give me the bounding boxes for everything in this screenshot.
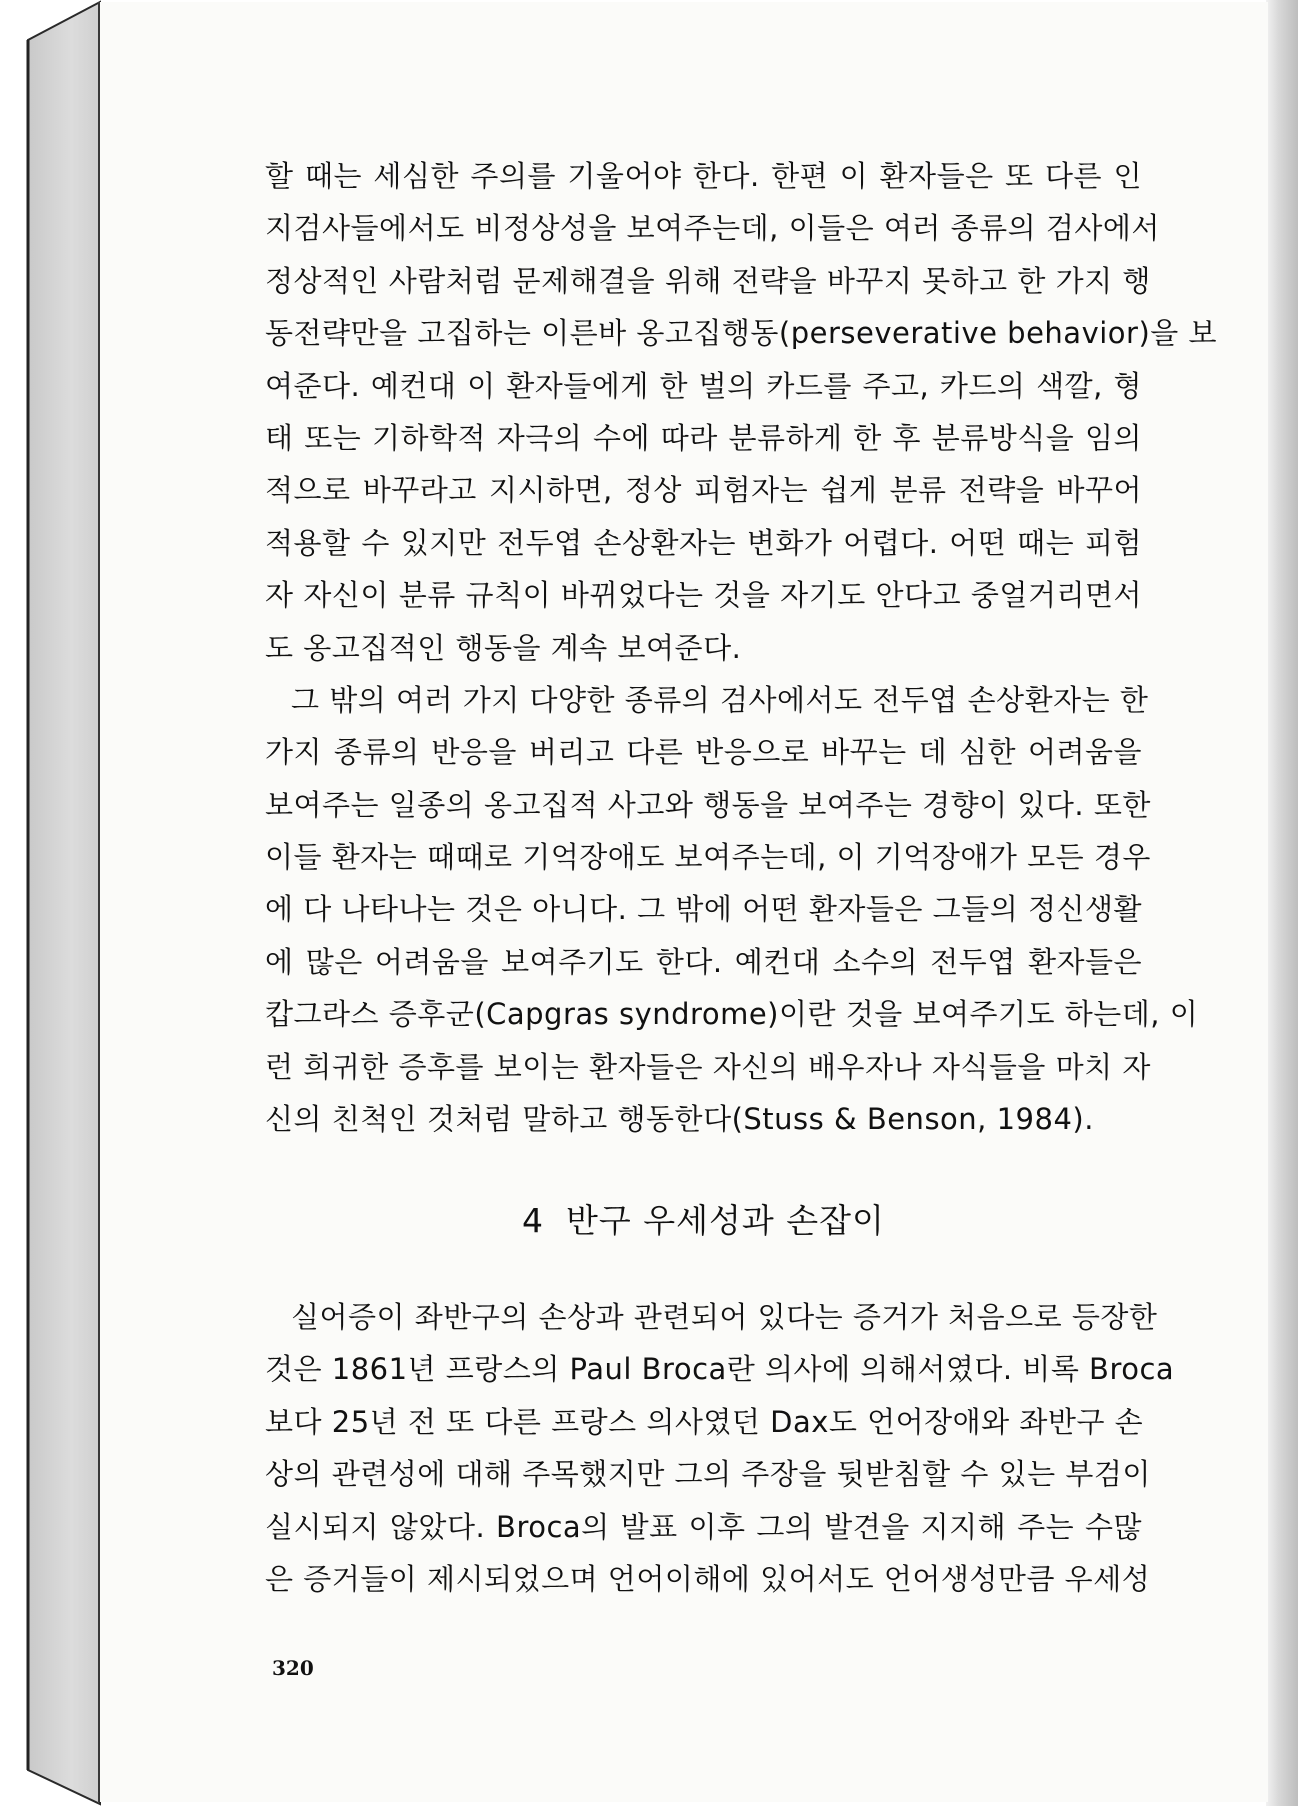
- text-line: 신의 친척인 것처럼 말하고 행동한다(Stuss & Benson, 1984).: [265, 1102, 1094, 1137]
- text-line: 적으로 바꾸라고 지시하면, 정상 피험자는 쉽게 분류 전략을 바꾸어: [265, 473, 1142, 508]
- text-line: 은 증거들이 제시되었으며 언어이해에 있어서도 언어생성만큼 우세성: [265, 1561, 1151, 1596]
- text-line: 것은 1861년 프랑스의 Paul Broca란 의사에 의해서였다. 비록 Broca: [265, 1352, 1175, 1387]
- text-line: 보다 25년 전 또 다른 프랑스 의사였던 Dax도 언어장애와 좌반구 손: [265, 1404, 1144, 1439]
- text-line: 이들 환자는 때때로 기억장애도 보여주는데, 이 기억장애가 모든 경우: [265, 840, 1151, 875]
- book-spine: [0, 0, 110, 1806]
- text-line: 에 다 나타나는 것은 아니다. 그 밖에 어떤 환자들은 그들의 정신생활: [265, 892, 1142, 927]
- text-line: 정상적인 사람처럼 문제해결을 위해 전략을 바꾸지 못하고 한 가지 행: [265, 263, 1151, 298]
- text-line: 지검사들에서도 비정상성을 보여주는데, 이들은 여러 종류의 검사에서: [265, 211, 1160, 246]
- page-number: 320: [272, 1656, 314, 1680]
- text-line: 에 많은 어려움을 보여주기도 한다. 예컨대 소수의 전두엽 환자들은: [265, 944, 1142, 979]
- text-line: 보여주는 일종의 옹고집적 사고와 행동을 보여주는 경향이 있다. 또한: [265, 787, 1151, 822]
- text-line: 동전략만을 고집하는 이른바 옹고집행동(perseverative behavior)을 보: [265, 316, 1218, 351]
- section-number: 4: [522, 1201, 545, 1240]
- text-line: 여준다. 예컨대 이 환자들에게 한 벌의 카드를 주고, 카드의 색깔, 형: [265, 368, 1142, 403]
- text-line: 그 밖의 여러 가지 다양한 종류의 검사에서도 전두엽 손상환자는 한: [291, 682, 1149, 717]
- text-line: 런 희귀한 증후를 보이는 환자들은 자신의 배우자나 자식들을 마치 자: [265, 1049, 1151, 1084]
- body-text-top: [265, 150, 1218, 1145]
- text-line: 도 옹고집적인 행동을 계속 보여준다.: [265, 630, 742, 665]
- page-edge-shadow: [1266, 0, 1298, 1806]
- text-line: 태 또는 기하학적 자극의 수에 따라 분류하게 한 후 분류방식을 임의: [265, 420, 1142, 455]
- section-title: 반구 우세성과 손잡이: [566, 1201, 885, 1240]
- text-line: 할 때는 세심한 주의를 기울어야 한다. 한편 이 환자들은 또 다른 인: [265, 159, 1142, 193]
- body-text-bottom: [265, 1291, 1175, 1605]
- text-line: 자 자신이 분류 규칙이 바뀌었다는 것을 자기도 안다고 중얼거리면서: [265, 578, 1142, 613]
- text-line: 캅그라스 증후군(Capgras syndrome)이란 것을 보여주기도 하는데, 이: [265, 997, 1199, 1032]
- text-line: 가지 종류의 반응을 버리고 다른 반응으로 바꾸는 데 심한 어려움을: [265, 735, 1142, 770]
- text-line: 적용할 수 있지만 전두엽 손상환자는 변화가 어렵다. 어떤 때는 피험: [265, 525, 1142, 560]
- text-line: 실어증이 좌반구의 손상과 관련되어 있다는 증거가 처음으로 등장한: [291, 1300, 1158, 1334]
- section-heading: [265, 1195, 1142, 1242]
- text-line: 상의 관련성에 대해 주목했지만 그의 주장을 뒷받침할 수 있는 부검이: [265, 1457, 1151, 1492]
- text-line: 실시되지 않았다. Broca의 발표 이후 그의 발견을 지지해 주는 수많: [265, 1509, 1142, 1544]
